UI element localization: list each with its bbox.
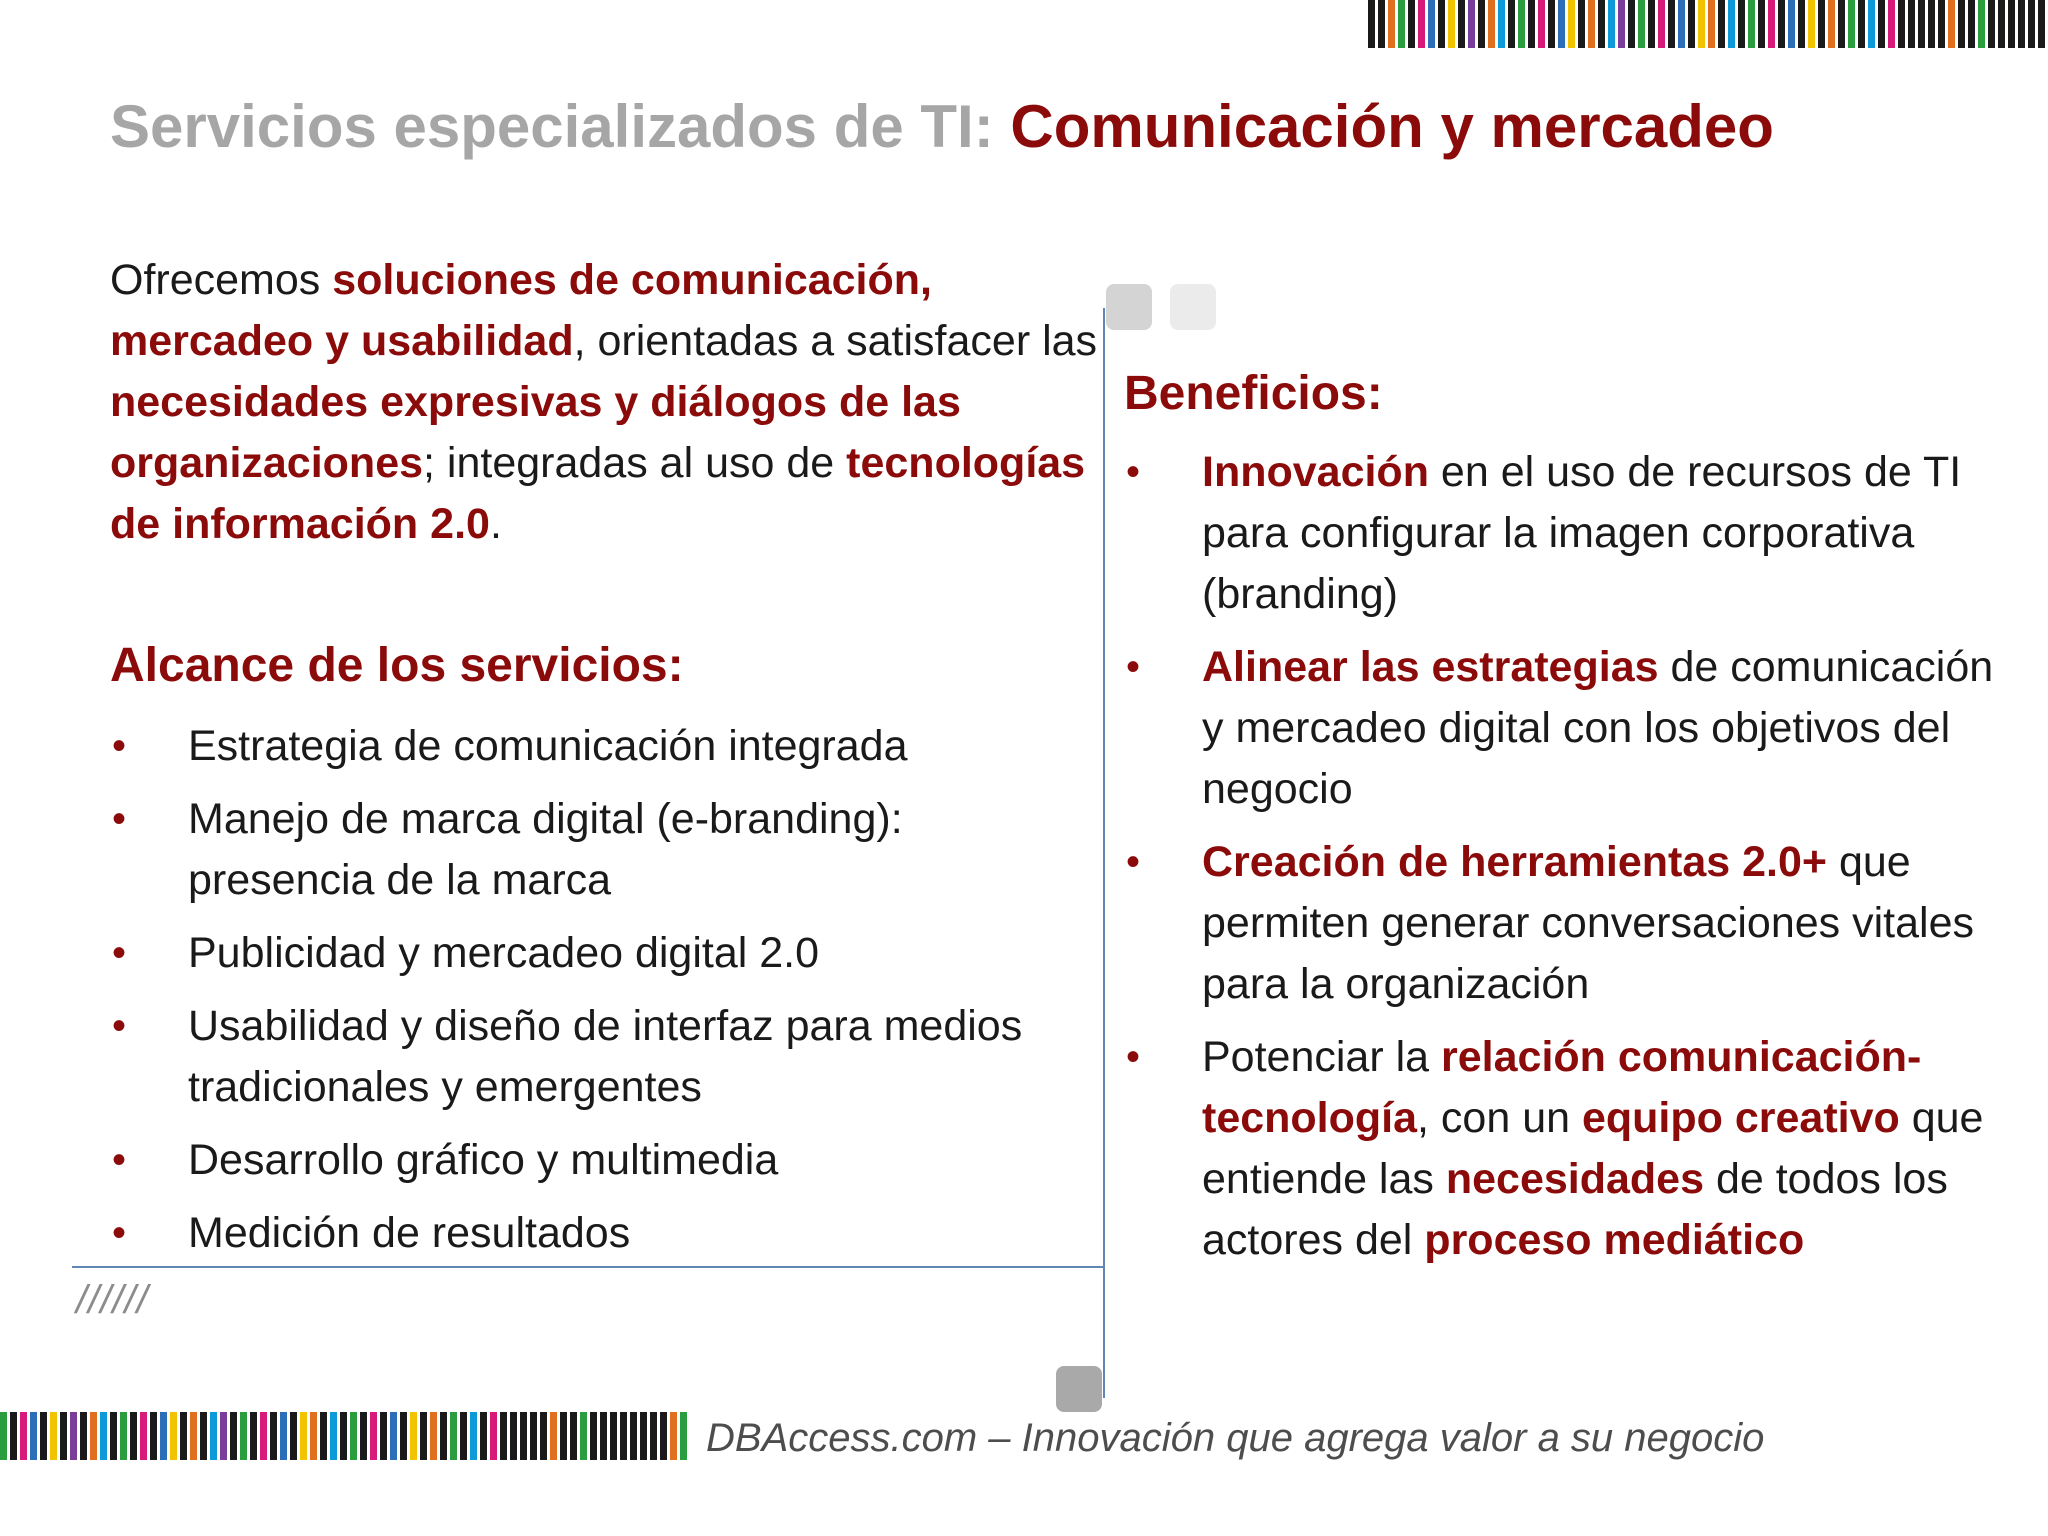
beneficio-text: de todos los actores del (1202, 1155, 1948, 1264)
stripe (550, 1412, 557, 1460)
stripe (420, 1412, 427, 1460)
beneficio-text: de comunicación y mercadeo digital con los objetivos del negocio (1202, 643, 1994, 813)
stripe (300, 1412, 307, 1460)
stripe (70, 1412, 77, 1460)
decorative-square (1056, 1366, 1102, 1412)
stripe (1798, 0, 1805, 48)
stripe (1828, 0, 1835, 48)
stripe (2008, 0, 2015, 48)
footer-tagline: DBAccess.com – Innovación que agrega valor a su negocio (706, 1416, 1765, 1460)
stripe (1448, 0, 1455, 48)
intro-bold-3: tecnologías de información 2.0 (110, 439, 1086, 548)
stripe (1758, 0, 1765, 48)
stripe (1518, 0, 1525, 48)
beneficio-text: en el uso de recursos de TI para configurar la imagen corporativa (branding) (1202, 448, 1962, 618)
stripe (2038, 0, 2045, 48)
stripe (620, 1412, 627, 1460)
stripe (1738, 0, 1745, 48)
alcance-item: • Estrategia de comunicación integrada (110, 716, 1030, 777)
stripe (440, 1412, 447, 1460)
stripe (1818, 0, 1825, 48)
stripe (540, 1412, 547, 1460)
stripe (1668, 0, 1675, 48)
stripe (1398, 0, 1405, 48)
stripe (410, 1412, 417, 1460)
beneficio-bold: proceso mediático (1424, 1216, 1805, 1264)
stripe (1568, 0, 1575, 48)
beneficio-text: que entiende las (1202, 1094, 1984, 1203)
stripe (110, 1412, 117, 1460)
stripe (1618, 0, 1625, 48)
stripe (0, 1412, 7, 1460)
stripe (240, 1412, 247, 1460)
stripe (530, 1412, 537, 1460)
stripe (80, 1412, 87, 1460)
stripe (1658, 0, 1665, 48)
intro-bold-1: soluciones de comunicación, mercadeo y usabilidad (110, 256, 932, 365)
stripe (660, 1412, 667, 1460)
stripe (140, 1412, 147, 1460)
stripe (380, 1412, 387, 1460)
stripe (1648, 0, 1655, 48)
stripe (1638, 0, 1645, 48)
stripe (1488, 0, 1495, 48)
decorative-stripe-bar-top (1368, 0, 2048, 48)
stripe (200, 1412, 207, 1460)
stripe (120, 1412, 127, 1460)
stripe (220, 1412, 227, 1460)
stripe (20, 1412, 27, 1460)
stripe (1978, 0, 1985, 48)
stripe (1968, 0, 1975, 48)
stripe (190, 1412, 197, 1460)
stripe (1388, 0, 1395, 48)
stripe (1598, 0, 1605, 48)
stripe (1878, 0, 1885, 48)
stripe (90, 1412, 97, 1460)
stripe (510, 1412, 517, 1460)
stripe (2018, 0, 2025, 48)
alcance-item: • Manejo de marca digital (e-branding): presencia de la marca (110, 789, 1030, 911)
alcance-item: • Desarrollo gráfico y multimedia (110, 1130, 1030, 1191)
beneficio-item (1124, 442, 2004, 625)
intro-text-3: ; integradas al uso de (423, 439, 847, 487)
stripe (1498, 0, 1505, 48)
decorative-stripe-bar-bottom (0, 1412, 690, 1460)
stripe (1608, 0, 1615, 48)
stripe (250, 1412, 257, 1460)
stripe (350, 1412, 357, 1460)
stripe (30, 1412, 37, 1460)
beneficio-text: Potenciar la (1202, 1033, 1442, 1081)
stripe (670, 1412, 677, 1460)
stripe (1908, 0, 1915, 48)
decorative-square (1106, 284, 1152, 330)
stripe (170, 1412, 177, 1460)
stripe (1778, 0, 1785, 48)
intro-bold-2: necesidades expresivas y diálogos de las organizaciones (110, 378, 961, 487)
stripe (1898, 0, 1905, 48)
stripe (520, 1412, 527, 1460)
slide-title (110, 92, 1774, 161)
beneficio-text: que permiten generar conversaciones vitales para la organización (1202, 838, 1975, 1008)
stripe (1528, 0, 1535, 48)
stripe (270, 1412, 277, 1460)
stripe (280, 1412, 287, 1460)
stripe (1888, 0, 1895, 48)
stripe (600, 1412, 607, 1460)
stripe (1838, 0, 1845, 48)
stripe (1728, 0, 1735, 48)
stripe (1948, 0, 1955, 48)
stripe (1408, 0, 1415, 48)
alcance-item: • Medición de resultados (110, 1203, 1030, 1264)
stripe (310, 1412, 317, 1460)
stripe (390, 1412, 397, 1460)
stripe (630, 1412, 637, 1460)
stripe (580, 1412, 587, 1460)
stripe (1698, 0, 1705, 48)
stripe (1808, 0, 1815, 48)
stripe (340, 1412, 347, 1460)
stripe (500, 1412, 507, 1460)
stripe (1578, 0, 1585, 48)
stripe (40, 1412, 47, 1460)
stripe (610, 1412, 617, 1460)
stripe (2028, 0, 2035, 48)
title-prefix: Servicios especializados de TI: (110, 93, 1011, 160)
stripe (1628, 0, 1635, 48)
stripe (490, 1412, 497, 1460)
stripe (1848, 0, 1855, 48)
stripe (1918, 0, 1925, 48)
stripe (1478, 0, 1485, 48)
stripe (180, 1412, 187, 1460)
stripe (1678, 0, 1685, 48)
stripe (1558, 0, 1565, 48)
stripe (1418, 0, 1425, 48)
beneficios-list (1124, 442, 2004, 1283)
beneficio-bold: Creación de herramientas 2.0+ (1202, 838, 1827, 886)
stripe (1788, 0, 1795, 48)
stripe (1958, 0, 1965, 48)
stripe (50, 1412, 57, 1460)
intro-text-4: . (489, 500, 502, 548)
decorative-slashes: ////// (76, 1278, 149, 1322)
stripe (570, 1412, 577, 1460)
stripe (290, 1412, 297, 1460)
stripe (680, 1412, 687, 1460)
stripe (60, 1412, 67, 1460)
alcance-item: • Publicidad y mercadeo digital 2.0 (110, 923, 1030, 984)
stripe (360, 1412, 367, 1460)
stripe (1708, 0, 1715, 48)
stripe (560, 1412, 567, 1460)
stripe (1858, 0, 1865, 48)
horizontal-divider (72, 1266, 1105, 1268)
stripe (1718, 0, 1725, 48)
title-highlight: Comunicación y mercadeo (1010, 93, 1774, 160)
intro-text-2: , orientadas a satisfacer las (573, 317, 1098, 365)
stripe (1748, 0, 1755, 48)
stripe (480, 1412, 487, 1460)
beneficio-bold: equipo creativo (1581, 1094, 1900, 1142)
stripe (400, 1412, 407, 1460)
stripe (1868, 0, 1875, 48)
intro-paragraph (110, 250, 1100, 555)
stripe (1928, 0, 1935, 48)
stripe (650, 1412, 657, 1460)
beneficio-text: , con un (1417, 1094, 1582, 1142)
stripe (1468, 0, 1475, 48)
stripe (1428, 0, 1435, 48)
stripe (10, 1412, 17, 1460)
stripe (1378, 0, 1385, 48)
stripe (1538, 0, 1545, 48)
stripe (1588, 0, 1595, 48)
stripe (590, 1412, 597, 1460)
stripe (260, 1412, 267, 1460)
beneficio-bold: Innovación (1202, 448, 1429, 496)
beneficio-item (1124, 1027, 2004, 1271)
stripe (470, 1412, 477, 1460)
stripe (150, 1412, 157, 1460)
stripe (1688, 0, 1695, 48)
decorative-square (1170, 284, 1216, 330)
stripe (210, 1412, 217, 1460)
intro-text-1: Ofrecemos (110, 256, 333, 304)
stripe (1938, 0, 1945, 48)
stripe (460, 1412, 467, 1460)
stripe (1548, 0, 1555, 48)
beneficios-heading: Beneficios: (1124, 367, 1383, 420)
stripe (1768, 0, 1775, 48)
stripe (1458, 0, 1465, 48)
stripe (100, 1412, 107, 1460)
stripe (230, 1412, 237, 1460)
beneficio-item (1124, 832, 2004, 1015)
stripe (430, 1412, 437, 1460)
stripe (640, 1412, 647, 1460)
alcance-list (110, 716, 1030, 1276)
beneficio-item (1124, 637, 2004, 820)
stripe (370, 1412, 377, 1460)
stripe (1988, 0, 1995, 48)
beneficio-bold: necesidades (1445, 1155, 1705, 1203)
stripe (330, 1412, 337, 1460)
alcance-item: • Usabilidad y diseño de interfaz para medios tradicionales y emergentes (110, 996, 1030, 1118)
stripe (450, 1412, 457, 1460)
stripe (130, 1412, 137, 1460)
stripe (1998, 0, 2005, 48)
stripe (160, 1412, 167, 1460)
vertical-divider (1103, 308, 1105, 1398)
alcance-heading: Alcance de los servicios: (110, 639, 684, 692)
stripe (320, 1412, 327, 1460)
beneficio-bold: relación comunicación-tecnología (1202, 1033, 1922, 1142)
stripe (1438, 0, 1445, 48)
stripe (1368, 0, 1375, 48)
beneficio-bold: Alinear las estrategias (1202, 643, 1659, 691)
stripe (1508, 0, 1515, 48)
